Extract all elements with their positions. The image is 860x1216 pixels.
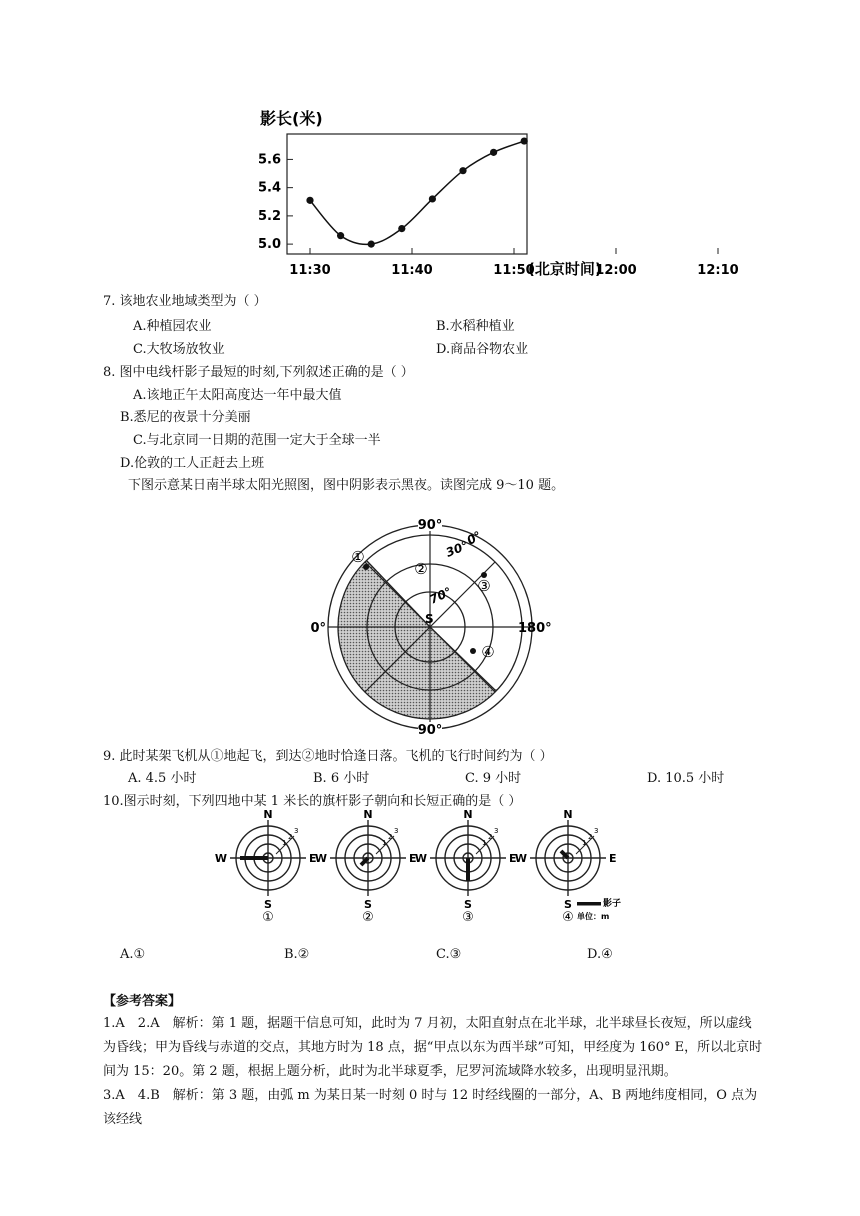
y-tick-label: 5.4 [257, 180, 281, 196]
q8-option-b[interactable]: B.悉尼的夜景十分美丽 [120, 410, 251, 425]
compass-number: ③ [462, 910, 474, 925]
chart-point [490, 149, 497, 156]
flagpole-shadow [361, 858, 368, 865]
chart-point [459, 167, 466, 174]
compass-s: S [364, 898, 372, 911]
label-lat0: 0° [464, 528, 484, 548]
point-2: ② [414, 560, 428, 578]
x-tick-label: 11:40 [391, 263, 433, 278]
point-3: ③ [477, 577, 491, 595]
q9-stem: 9. 此时某架飞机从①地起飞，到达②地时恰逢日落。飞机的飞行时间约为（ ） [103, 749, 553, 764]
ring-label-3: 3 [294, 827, 299, 835]
chart-y-label: 影长(米) [260, 109, 323, 128]
x-tick-label: 12:00 [595, 263, 637, 278]
compass-number: ② [362, 910, 374, 925]
label-0-left: 0° [310, 621, 326, 636]
compass-s: S [564, 898, 572, 911]
q10-option-b[interactable]: B.② [284, 947, 310, 962]
q8-option-c[interactable]: C.与北京同一日期的范围一定大于全球一半 [133, 433, 381, 448]
legend-shadow-label: 影子 [603, 899, 622, 909]
compass-w: W [314, 852, 327, 865]
compass-n: N [263, 808, 273, 821]
q9-option-b[interactable]: B. 6 小时 [313, 771, 370, 786]
chart-point [429, 195, 436, 202]
compass-n: N [463, 808, 473, 821]
ring-label-1: 1 [582, 839, 587, 847]
point-4: ④ [481, 643, 495, 661]
ring-label-1: 1 [482, 839, 487, 847]
ring-label-3: 3 [594, 827, 599, 835]
q7-option-d[interactable]: D.商品谷物农业 [436, 342, 529, 357]
q10-option-a[interactable]: A.① [120, 947, 146, 962]
compass-number: ④ [562, 910, 574, 925]
compass-w: W [214, 852, 227, 865]
chart-point [368, 241, 375, 248]
x-tick-label: 11:50 [493, 263, 535, 278]
label-90-top: 90° [417, 518, 443, 533]
compass-n: N [363, 808, 373, 821]
chart-curve [310, 141, 524, 244]
label-180-right: 180° [518, 621, 552, 636]
compass-w: W [514, 852, 527, 865]
legend-shadow-bar [577, 902, 601, 906]
q9-option-d[interactable]: D. 10.5 小时 [647, 771, 725, 786]
compass-number: ① [262, 910, 274, 925]
x-tick-label: 11:30 [289, 263, 331, 278]
compass-e: E [609, 852, 617, 865]
ring-label-2: 2 [588, 833, 593, 841]
answers-paragraph-1: 1.A 2.A 解析：第 1 题，据题干信息可知，此时为 7 月初，太阳直射点在北半球，北半球昼长夜短，所以虚线为昏线；甲为昏线与赤道的交点，其地方时为 18 点，据“甲点以东为西半球”可知，甲经度为 160° E，所以北京时间为 15：20。第 2 题，根据上题分析，此时为北半球夏季，尼罗河流域降水较多，出现明显汛期。 [103, 1016, 763, 1079]
q9-option-c[interactable]: C. 9 小时 [465, 771, 522, 786]
ring-label-2: 2 [388, 833, 393, 841]
label-lat30: 30° [443, 538, 471, 560]
polar-illumination-diagram [310, 515, 560, 740]
compass-s: S [264, 898, 272, 911]
point-1: ① [351, 548, 365, 566]
q10-stem: 10.图示时刻，下列四地中某 1 米长的旗杆影子朝向和长短正确的是（ ） [103, 794, 522, 809]
x-tick-label: 12:10 [697, 263, 739, 278]
q8-option-a[interactable]: A.该地正午太阳高度达一年中最大值 [133, 388, 342, 403]
compass-e: E [409, 852, 417, 865]
q10-option-d[interactable]: D.④ [587, 947, 613, 962]
south-pole-label: S [425, 612, 434, 626]
label-lat70: 70° [427, 584, 454, 607]
ring-label-1: 1 [382, 839, 387, 847]
ring-label-2: 2 [488, 833, 493, 841]
compass-s: S [464, 898, 472, 911]
ring-label-3: 3 [494, 827, 499, 835]
q8-stem: 8. 图中电线杆影子最短的时刻,下列叙述正确的是（ ） [103, 365, 414, 380]
shadow-length-chart [250, 100, 739, 285]
figure-intro: 下图示意某日南半球太阳光照图，图中阴影表示黑夜。读图完成 9～10 题。 [128, 478, 565, 493]
ring-label-2: 2 [288, 833, 293, 841]
label-90-bottom: 90° [417, 723, 443, 738]
ring-label-1: 1 [282, 839, 287, 847]
y-tick-label: 5.6 [257, 152, 281, 168]
y-tick-label: 5.0 [257, 237, 281, 253]
q9-option-a[interactable]: A. 4.5 小时 [128, 771, 197, 786]
chart-point [521, 137, 528, 144]
q7-option-c[interactable]: C.大牧场放牧业 [133, 342, 225, 357]
q7-stem: 7. 该地农业地域类型为（ ） [103, 294, 267, 309]
q7-option-b[interactable]: B.水稻种植业 [436, 319, 515, 334]
ring-label-3: 3 [394, 827, 399, 835]
answers-paragraph-2: 3.A 4.B 解析：第 3 题，由弧 m 为某日某一时刻 0 时与 12 时经线圈的一部分，A、B 两地纬度相同，O 点为该经线 [103, 1088, 758, 1127]
flagpole-shadow [561, 851, 568, 858]
compass-diagrams [205, 808, 645, 925]
answers-heading: 【参考答案】 [103, 994, 182, 1009]
y-tick-label: 5.2 [257, 208, 281, 224]
chart-point [337, 232, 344, 239]
q8-option-d[interactable]: D.伦敦的工人正赶去上班 [120, 456, 265, 471]
compass-e: E [509, 852, 517, 865]
chart-x-label: (北京时间) [528, 260, 602, 278]
legend-unit-label: 单位：m [577, 912, 610, 921]
compass-e: E [309, 852, 317, 865]
q10-option-c[interactable]: C.③ [436, 947, 462, 962]
compass-w: W [414, 852, 427, 865]
chart-point [398, 225, 405, 232]
q7-option-a[interactable]: A.种植园农业 [133, 319, 212, 334]
chart-point [306, 197, 313, 204]
compass-n: N [563, 808, 573, 821]
